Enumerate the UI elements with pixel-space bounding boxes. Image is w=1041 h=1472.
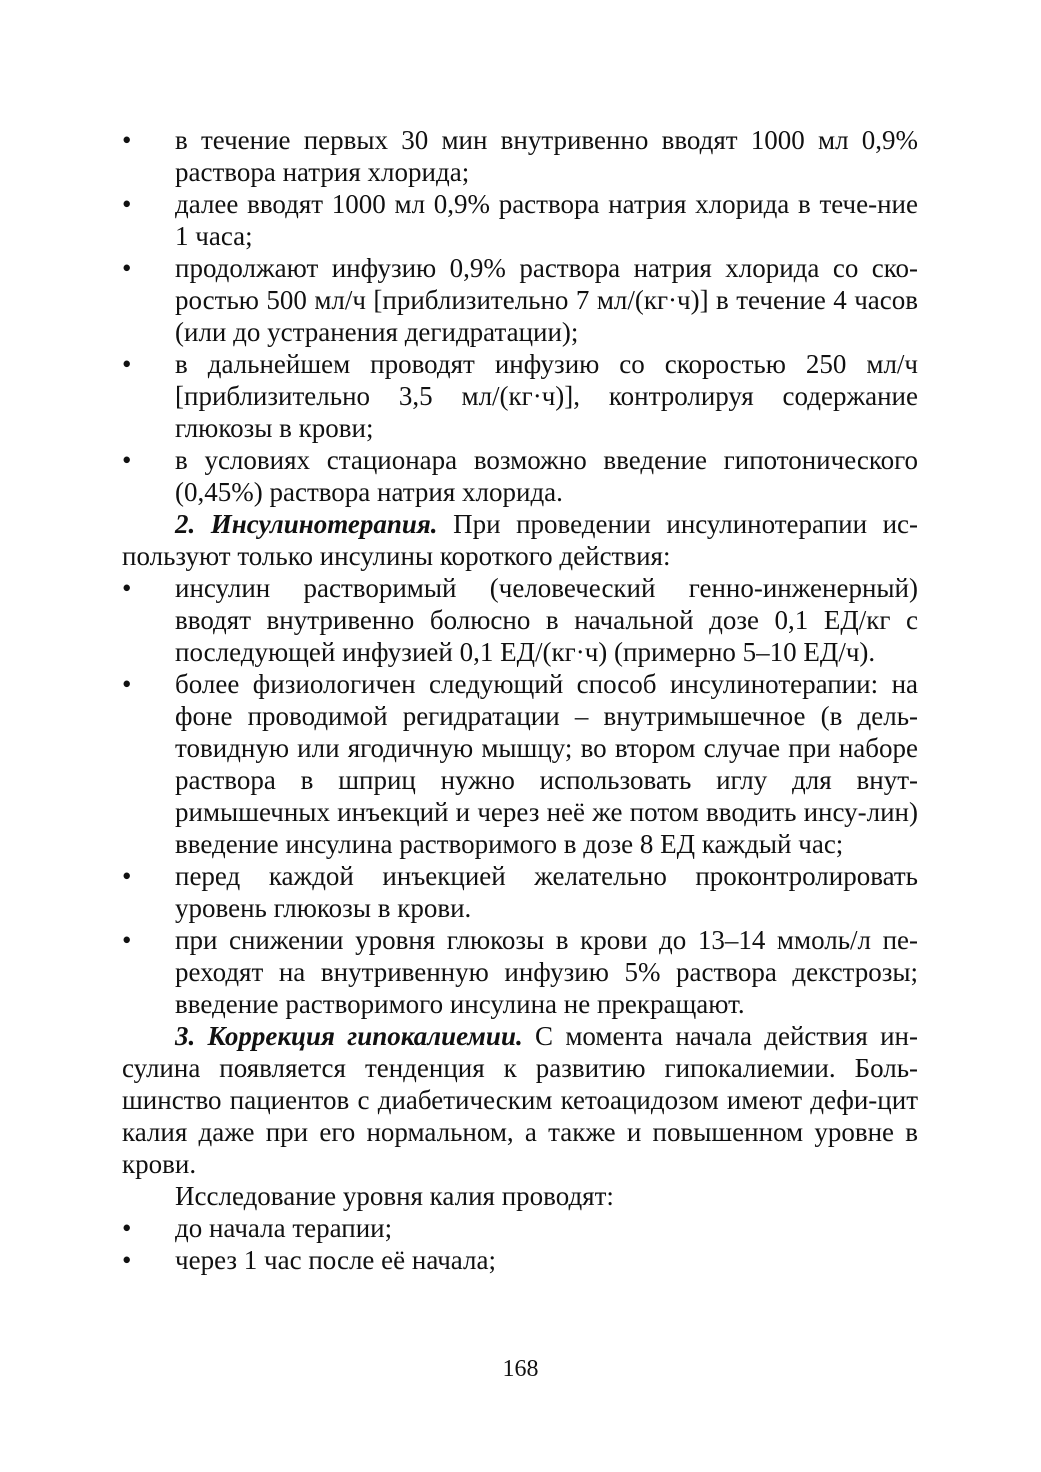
rehydration-list <box>122 124 918 508</box>
document-page <box>122 124 918 1276</box>
list-item-text: в дальнейшем проводят инфузию со скоростью 250 мл/ч [приблизительно 3,5 мл/(кг·ч)], контролируя содержание глюкозы в крови; <box>175 349 918 443</box>
potassium-list <box>122 1212 918 1276</box>
list-item-text: перед каждой инъекцией желательно проконтролировать уровень глюкозы в крови. <box>175 861 918 923</box>
bullet-icon: • <box>122 1245 132 1275</box>
list-item <box>122 668 918 860</box>
list-item <box>122 348 918 444</box>
potassium-intro-paragraph: Исследование уровня калия проводят: <box>175 1181 614 1211</box>
bullet-icon: • <box>122 669 132 699</box>
paragraph-text: При проведении инсулинотерапии ис-пользуют только инсулины короткого действия: <box>122 509 918 571</box>
hypokalemia-paragraph <box>122 1020 918 1180</box>
list-item-text: до начала терапии; <box>175 1213 393 1243</box>
insulin-therapy-paragraph <box>122 508 918 572</box>
list-item-text: продолжают инфузию 0,9% раствора натрия хлорида со ско-ростью 500 мл/ч [приблизительно 7 мл/(кг·ч)] в течение 4 часов (или до устранения дегидратации); <box>175 253 918 347</box>
list-item-text: более физиологичен следующий способ инсулинотерапии: на фоне проводимой регидратации – внутримышечное (в дель-товидную или ягодичную мышцу; во втором случае при наборе раствора в шприц нужно использовать иглу для внут-римышечных инъекций и через неё же потом вводить инсу-лин) введение инсулина растворимого в дозе 8 ЕД каждый час; <box>175 669 918 859</box>
list-item <box>122 1244 918 1276</box>
bullet-icon: • <box>122 125 132 155</box>
bullet-icon: • <box>122 861 132 891</box>
list-item <box>122 924 918 1020</box>
paragraph-text: С момента начала действия ин-сулина появляется тенденция к развитию гипокалиемии. Боль-шинство пациентов с диабетическим кетоацидозом имеют дефи-цит калия даже при его нормальном, а также и повышенном уровне в крови. <box>122 1021 918 1179</box>
section-heading: 3. Коррекция гипокалиемии. <box>175 1021 523 1051</box>
list-item-text: при снижении уровня глюкозы в крови до 13–14 ммоль/л пе-реходят на внутривенную инфузию 5% раствора декстрозы; введение растворимого инсулина не прекращают. <box>175 925 918 1019</box>
bullet-icon: • <box>122 253 132 283</box>
list-item <box>122 188 918 252</box>
list-item <box>122 124 918 188</box>
list-item-text: через 1 час после её начала; <box>175 1245 496 1275</box>
list-item-text: в течение первых 30 мин внутривенно вводят 1000 мл 0,9% раствора натрия хлорида; <box>175 125 918 187</box>
insulin-list <box>122 572 918 1020</box>
list-item <box>122 1212 918 1244</box>
page-number: 168 <box>502 1356 539 1382</box>
bullet-icon: • <box>122 349 132 379</box>
bullet-icon: • <box>122 573 132 603</box>
list-item <box>122 572 918 668</box>
list-item-text: инсулин растворимый (человеческий генно-инженерный) вводят внутривенно болюсно в начальной дозе 0,1 ЕД/кг с последующей инфузией 0,1 ЕД/(кг·ч) (примерно 5–10 ЕД/ч). <box>175 573 918 667</box>
bullet-icon: • <box>122 925 132 955</box>
section-heading: 2. Инсулинотерапия. <box>175 509 438 539</box>
list-item-text: далее вводят 1000 мл 0,9% раствора натрия хлорида в тече-ние 1 часа; <box>175 189 918 251</box>
bullet-icon: • <box>122 189 132 219</box>
list-item <box>122 444 918 508</box>
bullet-icon: • <box>122 445 132 475</box>
list-item <box>122 252 918 348</box>
list-item-text: в условиях стационара возможно введение гипотонического (0,45%) раствора натрия хлорида. <box>175 445 918 507</box>
bullet-icon: • <box>122 1213 132 1243</box>
list-item <box>122 860 918 924</box>
